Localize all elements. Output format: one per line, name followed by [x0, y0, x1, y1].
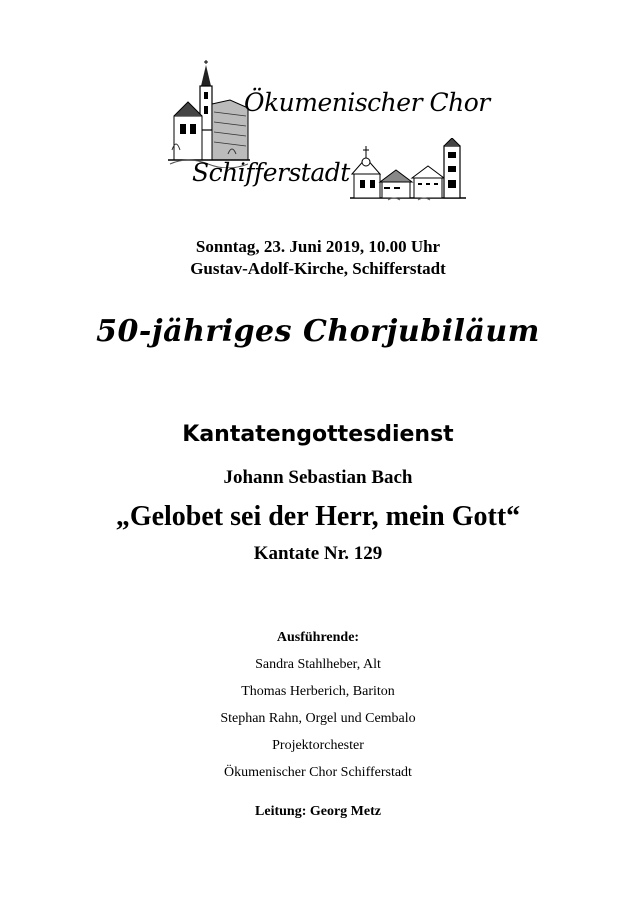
event-date: Sonntag, 23. Juni 2019, 10.00 Uhr	[195, 237, 441, 256]
jubilee-title: 50-jähriges Chorjubiläum	[96, 314, 540, 349]
work-title: „Gelobet sei der Herr, mein Gott“	[115, 501, 521, 532]
conductor: Leitung: Georg Metz	[255, 804, 381, 819]
performer-item: Projektorchester	[272, 738, 364, 753]
performers-heading: Ausführende:	[276, 630, 360, 645]
performer-item: Stephan Rahn, Orgel und Cembalo	[220, 711, 416, 726]
performer-item: Thomas Herberich, Bariton	[241, 684, 395, 699]
event-place: Gustav-Adolf-Kirche, Schifferstadt	[190, 259, 446, 278]
service-title: Kantatengottesdienst	[182, 422, 454, 447]
composer-name: Johann Sebastian Bach	[223, 467, 413, 488]
performer-item: Ökumenischer Chor Schifferstadt	[224, 765, 412, 780]
cantata-number: Kantate Nr. 129	[253, 543, 383, 564]
town-skyline-icon	[348, 138, 468, 204]
performer-item: Sandra Stahlheber, Alt	[255, 657, 381, 672]
choir-logo	[168, 60, 490, 200]
church-tower-icon	[168, 60, 250, 168]
choir-name-line1: Ökumenischer Chor	[244, 88, 490, 117]
choir-name-line2: Schifferstadt	[192, 158, 350, 187]
